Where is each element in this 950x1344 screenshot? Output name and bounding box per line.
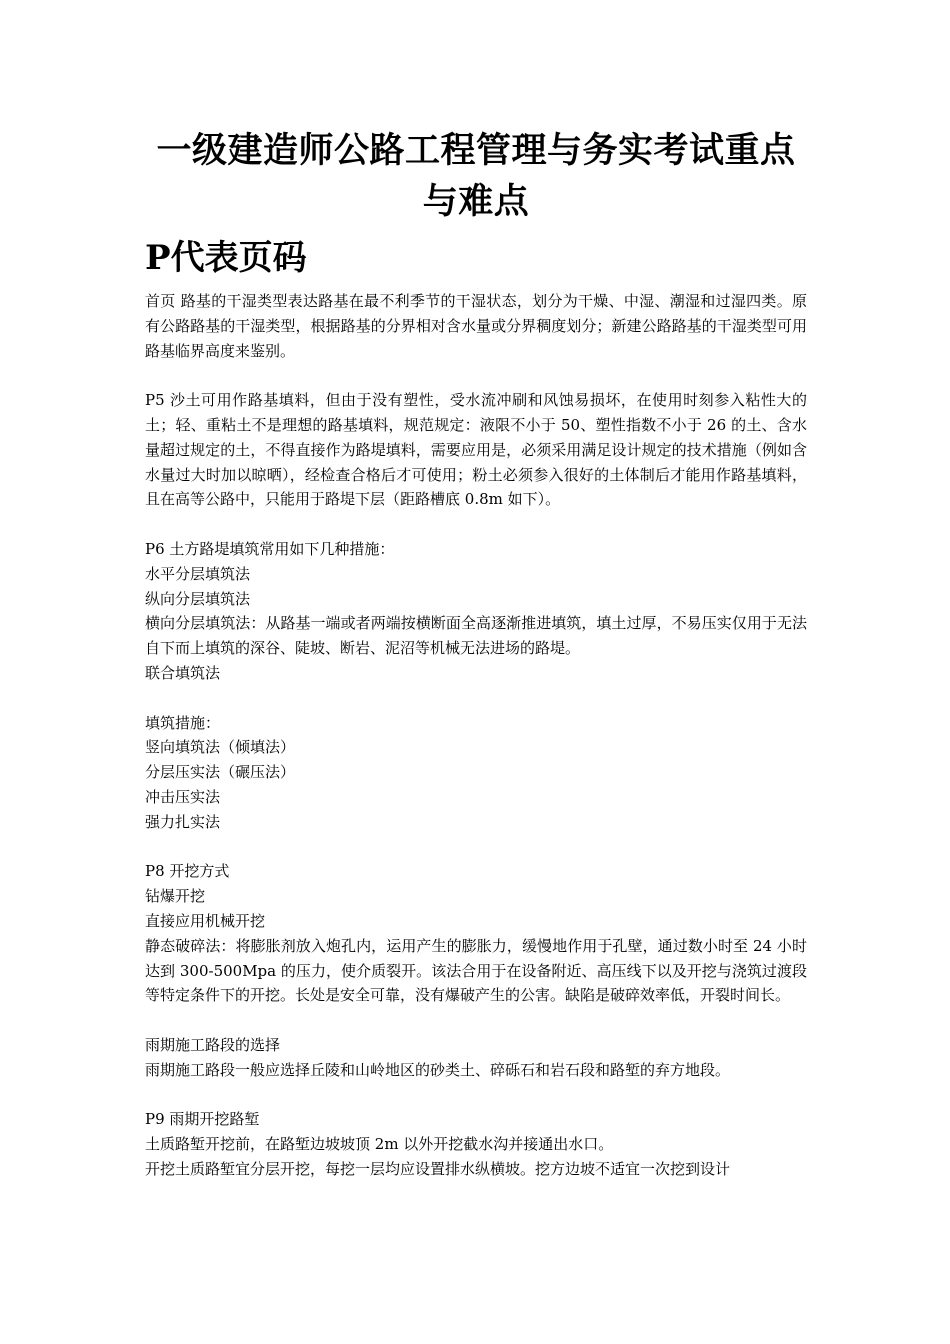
- paragraph: P6 土方路堤填筑常用如下几种措施：: [145, 539, 395, 558]
- paragraph: 开挖土质路堑宜分层开挖，每挖一层均应设置排水纵横坡。挖方边坡不适宜一次挖到设计: [145, 1159, 731, 1178]
- section-spacer: [145, 363, 807, 388]
- document-body: [145, 289, 807, 1182]
- paragraph: 冲击压实法: [145, 787, 221, 806]
- section-spacer: [145, 512, 807, 537]
- paragraph: P9 雨期开挖路堑: [145, 1110, 260, 1129]
- document-title: 一级建造师公路工程管理与务实考试重点与难点: [156, 130, 796, 222]
- paragraph: 联合填筑法: [145, 663, 221, 682]
- paragraph: 强力扎实法: [145, 812, 221, 831]
- paragraph: 水平分层填筑法: [145, 564, 251, 583]
- section-spacer: [145, 835, 807, 860]
- paragraph: P8 开挖方式: [145, 862, 230, 881]
- document-page: [145, 0, 807, 1182]
- paragraph: 填筑措施：: [145, 713, 221, 732]
- paragraph: 土质路堑开挖前，在路堑边坡坡顶 2m 以外开挖截水沟并接通出水口。: [145, 1135, 614, 1154]
- paragraph: 纵向分层填筑法: [145, 589, 251, 608]
- paragraph: 雨期施工路段的选择: [145, 1035, 281, 1054]
- document-subtitle: P代表页码: [145, 238, 307, 278]
- paragraph: 雨期施工路段一般应选择丘陵和山岭地区的砂类土、碎砾石和岩石段和路堑的弃方地段。: [145, 1060, 731, 1079]
- paragraph: 钻爆开挖: [145, 887, 206, 906]
- paragraph: 静态破碎法：将膨胀剂放入炮孔内，运用产生的膨胀力，缓慢地作用于孔壁，通过数小时至 24 小时达到 300-500Mpa 的压力，使介质裂开。该法合用于在设备附近、高压线下以及开挖与浇筑过渡段等特定条件下的开挖。长处是安全可靠，没有爆破产生的公害。缺陷是破碎效率低，开裂时间长。: [145, 936, 807, 1005]
- paragraph: 分层压实法（碾压法）: [145, 763, 296, 782]
- paragraph: P5 沙土可用作路基填料，但由于没有塑性，受水流冲刷和风蚀易损坏，在使用时刻参入粘性大的土；轻、重粘土不是理想的路基填料，规范规定：液限不小于 50、塑性指数不小于 26 的土、含水量超过规定的土，不得直接作为路堤填料，需要应用是，必须采用满足设计规定的技术措施（例如含水量过大时加以晾晒），经检查合格后才可使用；粉土必须参入很好的土体制后才能用作路基填料，且在高等公路中，只能用于路堤下层（距路槽底 0.8m 如下）。: [145, 391, 807, 509]
- paragraph: 横向分层填筑法：从路基一端或者两端按横断面全高逐渐推进填筑，填土过厚，不易压实仅用于无法自下而上填筑的深谷、陡坡、断岩、泥沼等机械无法进场的路堤。: [145, 614, 807, 658]
- paragraph: 竖向填筑法（倾填法）: [145, 738, 296, 757]
- section-spacer: [145, 686, 807, 711]
- section-spacer: [145, 1083, 807, 1108]
- paragraph: 直接应用机械开挖: [145, 911, 266, 930]
- paragraph: 首页 路基的干湿类型表达路基在最不利季节的干湿状态，划分为干燥、中湿、潮湿和过湿四类。原有公路路基的干湿类型，根据路基的分界相对含水量或分界稠度划分；新建公路路基的干湿类型可用路基临界高度来鉴别。: [145, 292, 807, 360]
- section-spacer: [145, 1008, 807, 1033]
